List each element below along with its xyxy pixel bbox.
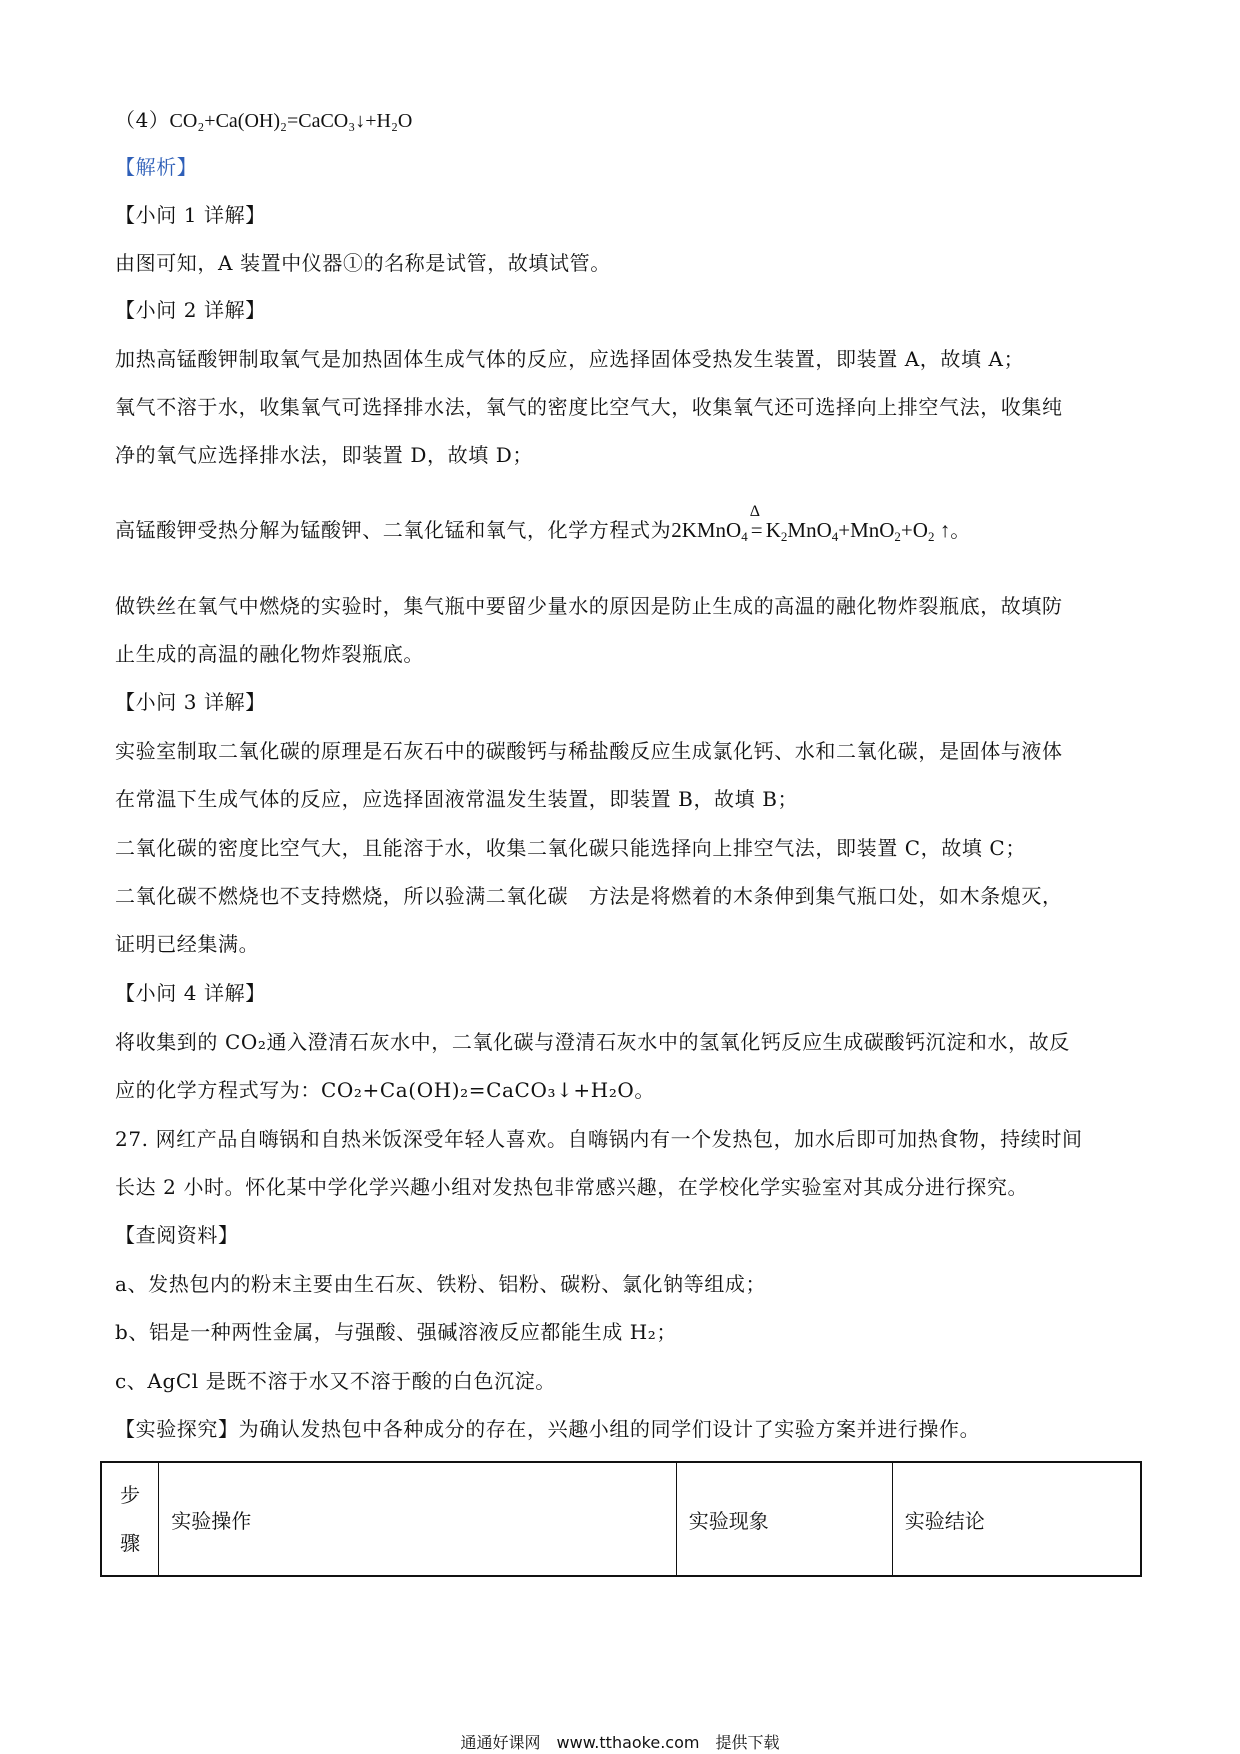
formula-reactant: 2KMnO (671, 518, 742, 542)
formula-subscript: 4 (741, 529, 748, 544)
paragraph-q3-2: 在常温下生成气体的反应，应选择固液常温发生装置，即装置 B，故填 B； (115, 787, 799, 811)
reference-item-a: a、发热包内的粉末主要由生石灰、铁粉、铝粉、碳粉、氯化钠等组成； (115, 1272, 767, 1296)
formula-product-o2: +O (900, 518, 928, 542)
answer-4-line (115, 108, 412, 133)
equation-intro-text: 高锰酸钾受热分解为锰酸钾、二氧化锰和氧气，化学方程式为 (115, 518, 672, 542)
paragraph-q3-3: 二氧化碳的密度比空气大，且能溶于水，收集二氧化碳只能选择向上排空气法，即装置 C，故填 C； (115, 836, 1026, 860)
question-27-line-1: 27. 网红产品自嗨锅和自热米饭深受年轻人喜欢。自嗨锅内有一个发热包，加水后即可加热食物，持续时间 (115, 1127, 1083, 1151)
heat-condition (748, 503, 766, 542)
answer-4-label: （4） (115, 108, 170, 132)
heat-delta-symbol: Δ (749, 503, 761, 520)
table-header-row (101, 1462, 1141, 1576)
paragraph-q2-3: 净的氧气应选择排水法，即装置 D，故填 D； (115, 443, 533, 467)
paragraph-q2-equation-line (115, 503, 971, 544)
reference-item-b: b、铝是一种两性金属，与强酸、强碱溶液反应都能生成 H₂； (115, 1320, 678, 1344)
paragraph-q2-2: 氧气不溶于水，收集氧气可选择排水法，氧气的密度比空气大，收集氧气还可选择向上排空气法，收集纯 (115, 395, 1063, 419)
analysis-heading: 【解析】 (115, 155, 198, 179)
paragraph-q4-1: 将收集到的 CO₂通入澄清石灰水中，二氧化碳与澄清石灰水中的氢氧化钙反应生成碳酸钙沉淀和水，故反 (115, 1030, 1070, 1054)
formula-subscript: 2 (780, 529, 788, 544)
formula-subscript: 2 (894, 529, 901, 544)
formula-product-mno: MnO (787, 518, 832, 542)
paragraph-q3-4: 二氧化碳不燃烧也不支持燃烧，所以验满二氧化碳 方法是将燃着的木条伸到集气瓶口处，如木条熄灭， (115, 884, 1063, 908)
formula-subscript: 2 (927, 529, 935, 544)
page-footer: 通通好课网 www.tthaoke.com 提供下载 (460, 1733, 780, 1752)
paragraph-q2-1: 加热高锰酸钾制取氧气是加热固体生成气体的反应，应选择固体受热发生装置，即装置 A，故填 A； (115, 347, 1025, 371)
sub-question-4-heading: 【小问 4 详解】 (115, 981, 266, 1005)
kmno4-decomposition-equation (671, 503, 951, 544)
paragraph-q1: 由图可知，A 装置中仪器①的名称是试管，故填试管。 (115, 251, 611, 275)
reference-heading: 【查阅资料】 (115, 1223, 239, 1247)
formula-product-mno2: +MnO (838, 518, 895, 542)
sub-question-3-heading: 【小问 3 详解】 (115, 690, 266, 714)
experiment-intro: 【实验探究】为确认发热包中各种成分的存在，兴趣小组的同学们设计了实验方案并进行操作。 (115, 1417, 981, 1441)
paragraph-q4-2: 应的化学方程式写为：CO₂+Ca(OH)₂=CaCO₃↓+H₂O。 (115, 1078, 656, 1102)
answer-4-equation: CO₂+Ca(OH)₂=CaCO₃↓+H₂O (169, 110, 413, 132)
table-header-step (101, 1462, 159, 1576)
sentence-end: 。 (950, 518, 971, 542)
table-header-operation: 实验操作 (159, 1462, 676, 1576)
paragraph-q2-4: 做铁丝在氧气中燃烧的实验时，集气瓶中要留少量水的原因是防止生成的高温的融化物炸裂瓶底，故填防 (115, 594, 1063, 618)
step-header-text: 步 骤 (120, 1483, 141, 1555)
sub-question-2-heading: 【小问 2 详解】 (115, 298, 266, 322)
reference-item-c: c、AgCl 是既不溶于水又不溶于酸的白色沉淀。 (115, 1369, 556, 1393)
paragraph-q3-1: 实验室制取二氧化碳的原理是石灰石中的碳酸钙与稀盐酸反应生成氯化钙、水和二氧化碳，是固体与液体 (115, 739, 1063, 763)
sub-question-1-heading: 【小问 1 详解】 (115, 203, 266, 227)
paragraph-q2-5: 止生成的高温的融化物炸裂瓶底。 (115, 642, 424, 666)
formula-product-k: K (765, 518, 781, 542)
paragraph-q3-5: 证明已经集满。 (115, 932, 260, 956)
experiment-table (100, 1461, 1142, 1577)
equals-sign: = (750, 518, 763, 542)
table-header-phenomenon: 实验现象 (676, 1462, 892, 1576)
table-header-conclusion: 实验结论 (892, 1462, 1141, 1576)
question-27-line-2: 长达 2 小时。怀化某中学化学兴趣小组对发热包非常感兴趣，在学校化学实验室对其成分进行探究。 (115, 1175, 1029, 1199)
gas-arrow: ↑ (934, 518, 951, 542)
formula-subscript: 4 (831, 529, 839, 544)
